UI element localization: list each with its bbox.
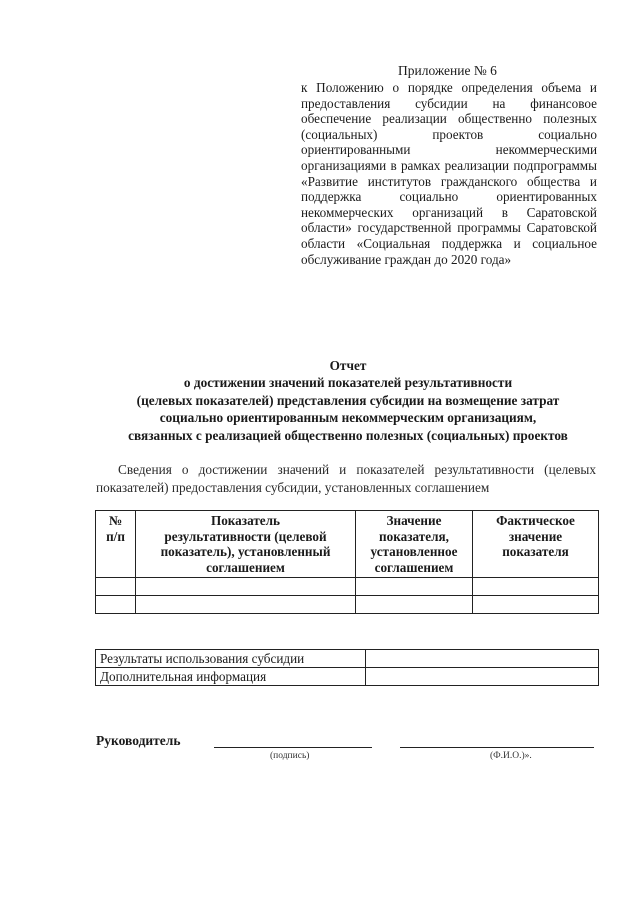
row-value-subsidy-results: [366, 650, 599, 668]
table-cell: [96, 596, 136, 614]
table-row: [96, 650, 599, 668]
row-value-additional-info: [366, 668, 599, 686]
table-row: [96, 578, 599, 596]
report-title-line: о достижении значений показателей результативности: [183, 375, 513, 391]
table-cell: [96, 578, 136, 596]
signature-caption: (подпись): [270, 751, 310, 761]
table-cell: [136, 578, 356, 596]
table-row: [96, 668, 599, 686]
table-cell: [356, 596, 473, 614]
appendix-title: Приложение № 6: [398, 63, 497, 78]
column-header-number: № п/п: [96, 511, 136, 578]
report-title: [60, 357, 636, 444]
report-title-line: социально ориентированным некоммерческим организациям,: [159, 410, 537, 426]
table-cell: [136, 596, 356, 614]
name-caption: (Ф.И.О.)».: [490, 751, 532, 761]
column-header-agreed-value: Значение показателя, установленное соглашением: [356, 511, 473, 578]
row-label-additional-info: Дополнительная информация: [96, 668, 366, 686]
row-label-subsidy-results: Результаты использования субсидии: [96, 650, 366, 668]
report-title-line: (целевых показателей) представления субсидии на возмещение затрат: [136, 392, 560, 408]
table-row: [96, 596, 599, 614]
table-cell: [473, 578, 599, 596]
column-header-actual-value: Фактическое значение показателя: [473, 511, 599, 578]
report-title-line: связанных с реализацией общественно полезных (социальных) проектов: [128, 427, 568, 443]
table-cell: [473, 596, 599, 614]
intro-paragraph: Сведения о достижении значений и показателей результативности (целевых показателей) предоставления субсидии, установленных соглашением: [96, 462, 596, 495]
table-cell: [356, 578, 473, 596]
signature-line: [214, 747, 372, 748]
appendix-body: к Положению о порядке определения объема и предоставления субсидии на финансовое обеспечение реализации общественно полезных (социальных) проектов социально ориентированными некоммерческими организациями в рамках реализации подпрограммы «Развитие институтов гражданского общества и поддержка социально ориентированных некоммерческих организаций в Саратовской области» государственной программы Саратовской области «Социальная поддержка и социальное обслуживание граждан до 2020 года»: [301, 80, 597, 267]
table-header-row: [96, 511, 599, 578]
results-table: [95, 649, 599, 686]
head-signature-label: Руководитель: [96, 733, 181, 748]
indicators-table: [95, 510, 599, 614]
name-line: [400, 747, 594, 748]
report-title-line: Отчет: [329, 358, 367, 373]
column-header-indicator: Показатель результативности (целевой показатель), установленный соглашением: [136, 511, 356, 578]
